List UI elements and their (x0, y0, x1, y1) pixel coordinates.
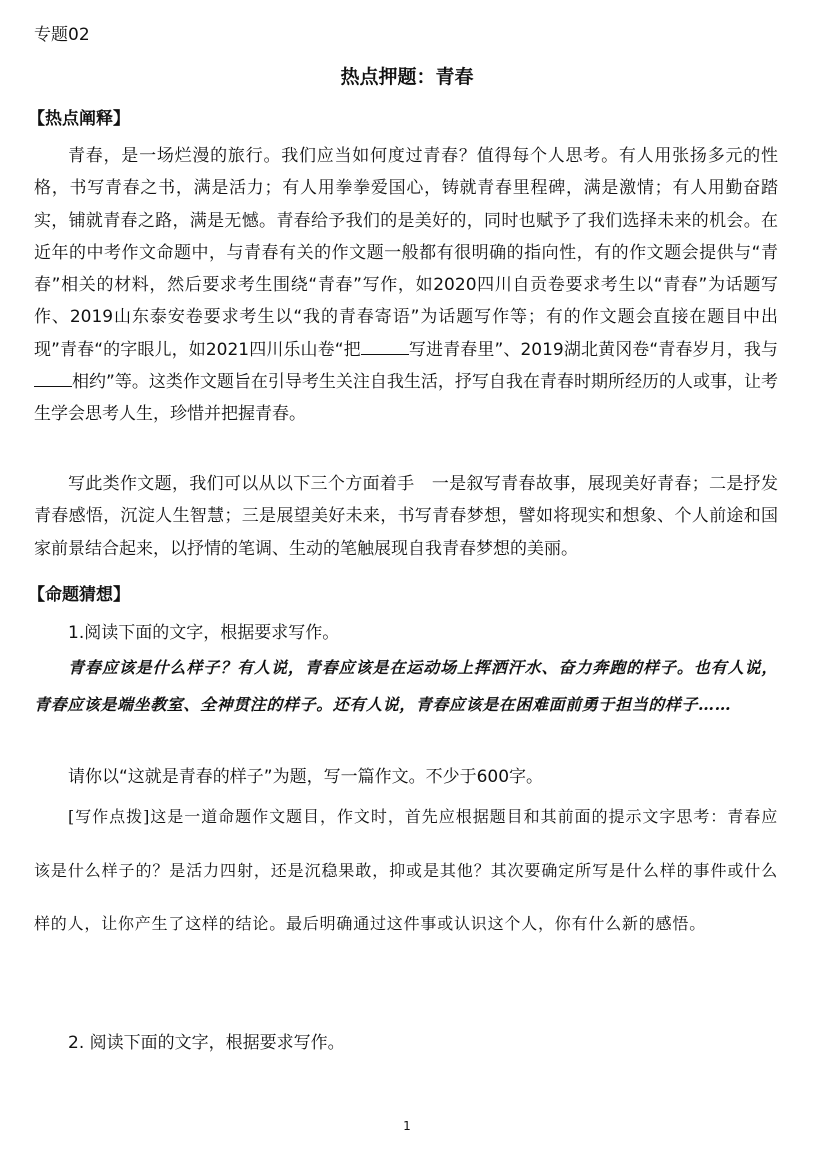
paragraph-text: 青春，是一场烂漫的旅行。我们应当如何度过青春？值得每个人思考。有人用张扬多元的性格，书写青春之书，满是活力；有人用拳拳爱国心，铸就青春里程碑，满是激情；有人用勤奋踏实，铺就青春之路，满是无憾。青春给予我们的是美好的，同时也赋予了我们选择未来的机会。在近年的中考作文命题中，与青春有关的作文题一般都有很明确的指向性，有的作文题会提供与“青春”相关的材料，然后要求考生围绕“青春”写作，如2020四川自贡卷要求考生以“青春”为话题写作、2019山东泰安卷要求考生以“我的青春寄语”为话题写作等；有的作文题会直接在题目中出现”青春“的字眼儿，如2021四川乐山卷“把 (34, 146, 778, 360)
paragraph-text: 相约”等。这类作文题旨在引导考生关注自我生活，抒写自我在青春时期所经历的人或事，让考生学会思考人生，珍惜并把握青春。 (34, 372, 778, 425)
page-number: 1 (403, 1119, 411, 1133)
question-1-requirement: 请你以“这就是青春的样子”为题，写一篇作文。不少于600字。 (68, 767, 544, 787)
section-heading-hotspot: 【热点阐释】 (28, 109, 130, 129)
hotspot-paragraph-1 (34, 140, 778, 431)
paragraph-text: 写进青春里”、2019湖北黄冈卷“青春岁月，我与 (408, 339, 778, 360)
question-1-material: 青春应该是什么样子？有人说，青春应该是在运动场上挥洒汗水、奋力奔跑的样子。也有人说，青春应该是端坐教室、全神贯注的样子。还有人说，青春应该是在困难面前勇于担当的样子…… (34, 658, 778, 714)
hotspot-paragraph-2: 写此类作文题，我们可以从以下三个方面着手 一是叙写青春故事，展现美好青春；二是抒发青春感悟，沉淀人生智慧；三是展望美好未来，书写青春梦想，譬如将现实和想象、个人前途和国家前景结合起来，以抒情的笔调、生动的笔触展现自我青春梦想的美丽。 (34, 474, 778, 559)
section-heading-prediction: 【命题猜想】 (28, 585, 130, 605)
page-title: 热点押题：青春 (340, 66, 474, 88)
fill-blank (361, 337, 409, 355)
fill-blank (34, 369, 72, 387)
topic-label: 专题02 (34, 25, 90, 45)
question-2-label: 2. 阅读下面的文字，根据要求写作。 (68, 1033, 345, 1053)
question-1-writing-hint: [写作点拨]这是一道命题作文题目，作文时，首先应根据题目和其前面的提示文字思考：青春应该是什么样子的？是活力四射，还是沉稳果敢，抑或是其他？其次要确定所写是什么样的事件或什么样的人，让你产生了这样的结论。最后明确通过这件事或认识这个人，你有什么新的感悟。 (34, 807, 778, 933)
question-1-label: 1.阅读下面的文字，根据要求写作。 (68, 623, 340, 643)
